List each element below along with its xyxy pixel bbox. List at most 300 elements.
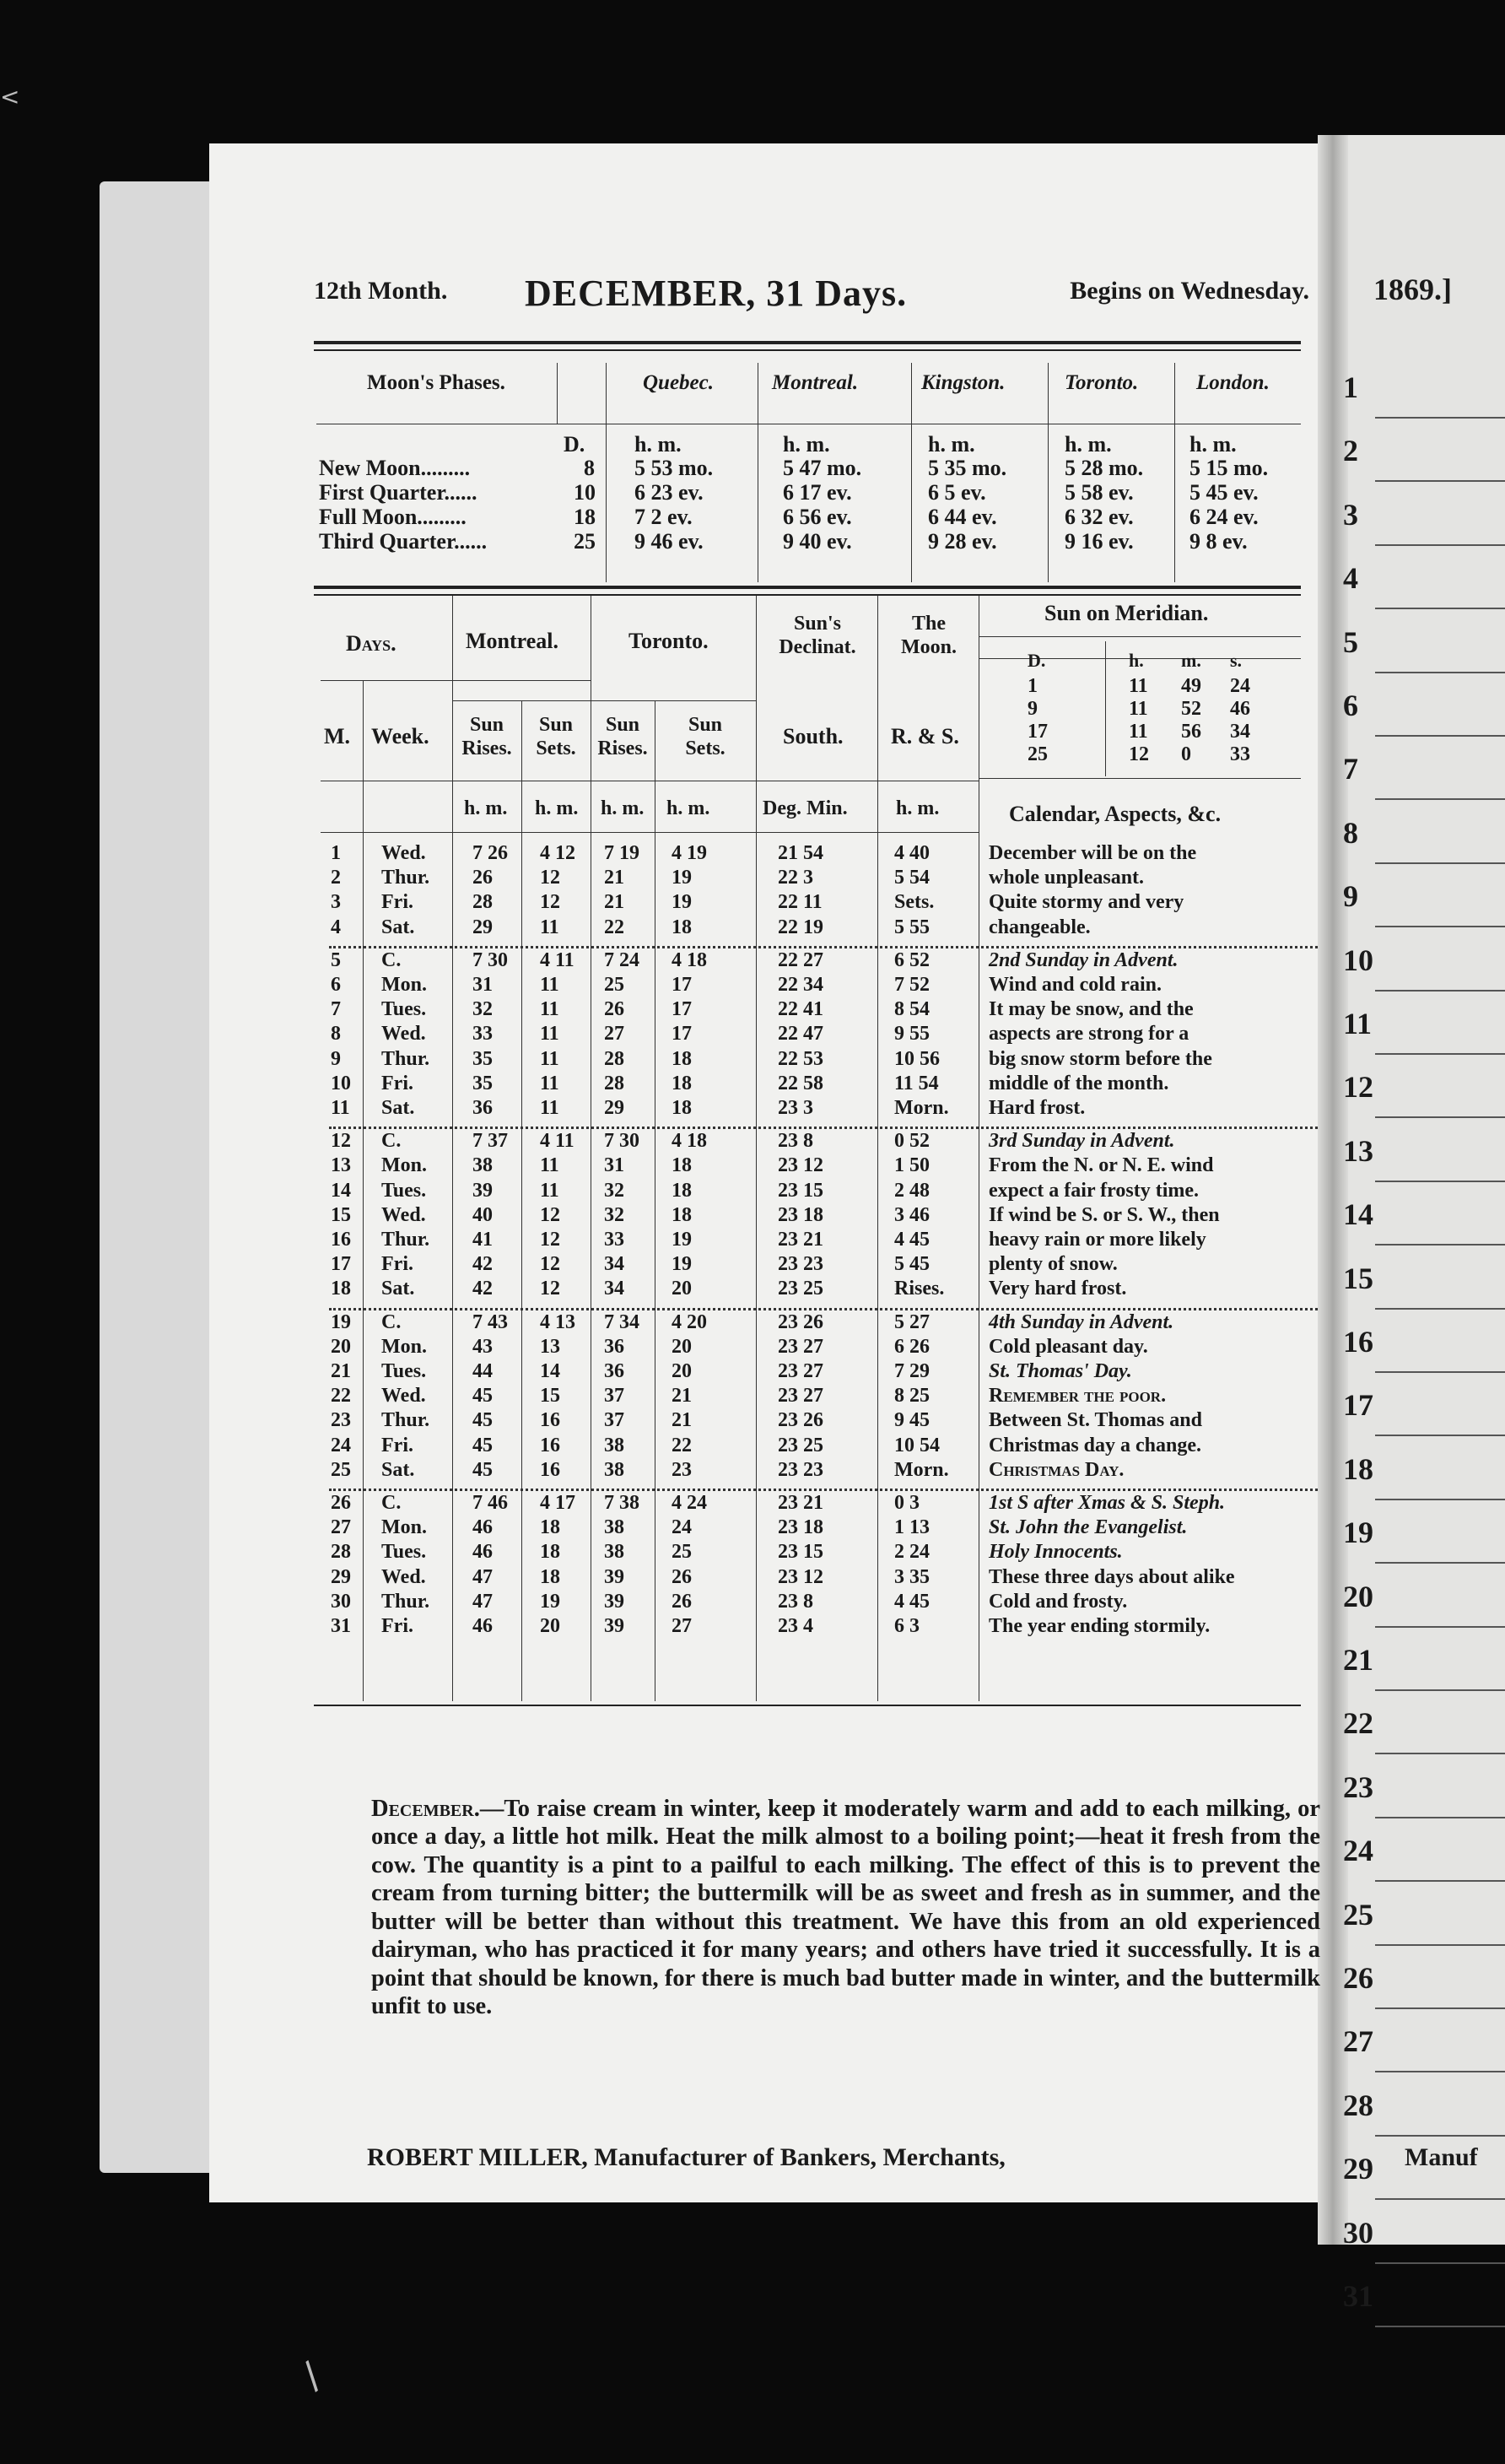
meridian-col-head: s. xyxy=(1230,650,1243,671)
phase-time: 9 8 ev. xyxy=(1189,529,1248,554)
calendar-note: St. John the Evangelist. xyxy=(989,1516,1188,1539)
facing-row-line xyxy=(1375,1880,1505,1882)
declination: 22 58 xyxy=(778,1072,823,1094)
declination: 23 15 xyxy=(778,1179,823,1202)
facing-day-number: 25 xyxy=(1343,1897,1373,1932)
day-number: 15 xyxy=(331,1203,351,1226)
day-number: 12 xyxy=(331,1130,351,1153)
calendar-note: Remember the poor. xyxy=(989,1385,1167,1408)
city-montreal: Montreal. xyxy=(772,371,859,394)
toronto-sets: 23 xyxy=(672,1458,692,1481)
calendar-note: From the N. or N. E. wind xyxy=(989,1154,1214,1177)
toronto-rises: 38 xyxy=(604,1516,624,1539)
facing-day-number: 12 xyxy=(1343,1070,1373,1105)
header-rule xyxy=(314,341,1301,351)
montreal-sets: 11 xyxy=(540,1097,559,1119)
toronto-rises: 28 xyxy=(604,1072,624,1094)
toronto-rises: 38 xyxy=(604,1458,624,1481)
montreal-sets: 14 xyxy=(540,1360,560,1382)
calendar-note: Between St. Thomas and xyxy=(989,1409,1202,1432)
facing-day-number: 21 xyxy=(1343,1643,1373,1677)
declination: 23 27 xyxy=(778,1335,823,1358)
declination: 22 41 xyxy=(778,998,823,1021)
toronto-sets: 17 xyxy=(672,1023,692,1046)
weekday: Mon. xyxy=(381,974,427,996)
facing-day-number: 18 xyxy=(1343,1451,1373,1486)
table-row xyxy=(331,1099,1326,1118)
moon-rs: 4 40 xyxy=(894,842,930,864)
declination: 21 54 xyxy=(778,842,823,864)
toronto-sets: 18 xyxy=(672,1072,692,1094)
facing-row-line xyxy=(1375,862,1505,864)
facing-day-number: 4 xyxy=(1343,561,1358,596)
weekday: Fri. xyxy=(381,891,413,914)
moon-rs: 10 54 xyxy=(894,1434,940,1456)
meridian-cell: 34 xyxy=(1230,721,1250,743)
facing-day-number: 9 xyxy=(1343,879,1358,914)
toronto-sets: 17 xyxy=(672,974,692,996)
meridian-cell: 1 xyxy=(1028,675,1038,697)
day-number: 11 xyxy=(331,1097,350,1119)
col-montreal-sets-l2: Sets. xyxy=(536,738,576,759)
moon-rs: 1 50 xyxy=(894,1154,930,1177)
table-row xyxy=(331,844,1326,863)
montreal-sets: 16 xyxy=(540,1458,560,1481)
toronto-sets: 18 xyxy=(672,916,692,938)
toronto-sets: 20 xyxy=(672,1278,692,1300)
weekday: C. xyxy=(381,948,402,971)
day-number: 20 xyxy=(331,1335,351,1358)
toronto-sets: 18 xyxy=(672,1047,692,1070)
montreal-rises: 44 xyxy=(472,1360,493,1382)
declination: 23 26 xyxy=(778,1409,823,1432)
row-separator xyxy=(329,1489,1318,1491)
phase-day: 18 xyxy=(574,505,596,529)
facing-row-line xyxy=(1375,1753,1505,1754)
section-rule xyxy=(314,586,1301,596)
declination: 23 21 xyxy=(778,1229,823,1251)
facing-row-line xyxy=(1375,1562,1505,1564)
meridian-cell: 25 xyxy=(1028,743,1048,765)
montreal-rises: 7 37 xyxy=(472,1130,508,1153)
facing-day-number: 8 xyxy=(1343,815,1358,850)
col-montreal-rises xyxy=(452,713,521,760)
weekday: Thur. xyxy=(381,1590,430,1613)
meridian-cell: 11 xyxy=(1129,675,1148,697)
facing-row-line xyxy=(1375,990,1505,992)
day-number: 10 xyxy=(331,1072,351,1094)
toronto-rises: 7 24 xyxy=(604,948,639,971)
row-separator xyxy=(329,1127,1318,1129)
col-toronto-rises xyxy=(591,713,655,760)
weekday: Mon. xyxy=(381,1154,427,1177)
toronto-sets: 26 xyxy=(672,1590,692,1613)
facing-row-line xyxy=(1375,1244,1505,1246)
meridian-cell: 56 xyxy=(1181,721,1201,743)
facing-row-line xyxy=(1375,608,1505,609)
toronto-rises: 34 xyxy=(604,1278,624,1300)
unit-degmin: Deg. Min. xyxy=(763,797,848,819)
city-toronto: Toronto. xyxy=(1065,371,1139,394)
phase-time: 6 56 ev. xyxy=(783,505,852,529)
montreal-rises: 7 43 xyxy=(472,1310,508,1333)
row-separator xyxy=(329,1308,1318,1310)
toronto-sets: 27 xyxy=(672,1615,692,1637)
table-row xyxy=(331,1362,1326,1381)
declination: 23 15 xyxy=(778,1541,823,1564)
table-row xyxy=(331,1411,1326,1430)
montreal-rises: 26 xyxy=(472,867,493,889)
montreal-sets: 18 xyxy=(540,1516,560,1539)
corner-mark-glyph: < xyxy=(0,83,20,111)
moon-rs: 2 48 xyxy=(894,1179,930,1202)
toronto-rises: 33 xyxy=(604,1229,624,1251)
declination: 23 8 xyxy=(778,1130,813,1153)
table-row xyxy=(331,893,1326,912)
day-number: 31 xyxy=(331,1615,351,1637)
moon-rs: 4 45 xyxy=(894,1229,930,1251)
moon-heading xyxy=(879,612,979,659)
toronto-rises: 29 xyxy=(604,1097,624,1119)
montreal-sets: 4 13 xyxy=(540,1310,575,1333)
weekday: Wed. xyxy=(381,1385,426,1408)
day-number: 7 xyxy=(331,998,341,1021)
day-number: 4 xyxy=(331,916,341,938)
toronto-rises: 34 xyxy=(604,1253,624,1276)
moon-rs: 8 25 xyxy=(894,1385,930,1408)
calendar-note: Cold pleasant day. xyxy=(989,1335,1148,1358)
col-toronto-sets xyxy=(655,713,756,760)
phase-day: 10 xyxy=(574,480,596,505)
facing-row-line xyxy=(1375,417,1505,419)
calendar-note: aspects are strong for a xyxy=(989,1023,1189,1046)
toronto-rises: 36 xyxy=(604,1360,624,1382)
page-header xyxy=(314,272,1309,314)
phase-time: 5 28 mo. xyxy=(1065,456,1144,480)
calendar-note: Christmas Day. xyxy=(989,1458,1125,1481)
facing-day-number: 24 xyxy=(1343,1834,1373,1868)
declination: 23 21 xyxy=(778,1492,823,1514)
toronto-rises: 22 xyxy=(604,916,624,938)
col-week: Week. xyxy=(371,724,429,748)
toronto-rises: 39 xyxy=(604,1590,624,1613)
facing-row-line xyxy=(1375,2071,1505,2072)
table-row xyxy=(331,948,1326,971)
phases-vline xyxy=(911,363,912,582)
row-separator xyxy=(329,946,1318,948)
montreal-sets: 18 xyxy=(540,1565,560,1588)
weekday: Thur. xyxy=(381,1409,430,1432)
facing-row-line xyxy=(1375,735,1505,737)
calendar-note: big snow storm before the xyxy=(989,1047,1212,1070)
phase-name: First Quarter...... xyxy=(319,480,477,505)
montreal-rises: 35 xyxy=(472,1047,493,1070)
phases-hm-head: h. m. xyxy=(634,432,682,457)
montreal-rises: 7 26 xyxy=(472,842,508,864)
montreal-rises: 46 xyxy=(472,1615,493,1637)
facing-row-line xyxy=(1375,798,1505,800)
moon-heading-l2: Moon. xyxy=(901,636,957,658)
day-number: 29 xyxy=(331,1565,351,1588)
day-number: 5 xyxy=(331,948,341,971)
weekday: Sat. xyxy=(381,916,415,938)
table-row xyxy=(331,1592,1326,1612)
calendar-note: Cold and frosty. xyxy=(989,1590,1128,1613)
montreal-heading: Montreal. xyxy=(466,629,558,653)
phases-hm-head: h. m. xyxy=(928,432,975,457)
toronto-sets: 19 xyxy=(672,891,692,914)
calendar-note: changeable. xyxy=(989,916,1091,938)
calendar-note: middle of the month. xyxy=(989,1072,1169,1094)
calendar-note: Wind and cold rain. xyxy=(989,974,1162,996)
declination-heading xyxy=(758,612,877,659)
day-number: 1 xyxy=(331,842,341,864)
montreal-sets: 11 xyxy=(540,1154,559,1177)
toronto-rises: 21 xyxy=(604,867,624,889)
weekday: Thur. xyxy=(381,1047,430,1070)
phase-day: 8 xyxy=(584,456,595,480)
toronto-rises: 38 xyxy=(604,1541,624,1564)
calendar-note: Holy Innocents. xyxy=(989,1541,1123,1564)
montreal-sets: 20 xyxy=(540,1615,560,1637)
declination: 22 34 xyxy=(778,974,823,996)
facing-row-line xyxy=(1375,2262,1505,2264)
montreal-sets: 11 xyxy=(540,1072,559,1094)
begins-label: Begins on Wednesday. xyxy=(1070,277,1309,305)
toronto-sets: 20 xyxy=(672,1360,692,1382)
montreal-sets: 19 xyxy=(540,1590,560,1613)
calendar-note: 2nd Sunday in Advent. xyxy=(989,948,1179,971)
facing-day-number: 29 xyxy=(1343,2152,1373,2186)
meridian-cell: 24 xyxy=(1230,675,1250,697)
day-number: 17 xyxy=(331,1253,351,1276)
facing-day-number: 20 xyxy=(1343,1579,1373,1613)
moon-rs: 2 24 xyxy=(894,1541,930,1564)
moon-rs: 6 26 xyxy=(894,1335,930,1358)
toronto-rises: 7 30 xyxy=(604,1130,639,1153)
montreal-rises: 38 xyxy=(472,1154,493,1177)
phase-time: 6 17 ev. xyxy=(783,480,852,505)
facing-row-line xyxy=(1375,1689,1505,1691)
toronto-sets: 20 xyxy=(672,1335,692,1358)
declination: 23 8 xyxy=(778,1590,813,1613)
meridian-col-head: D. xyxy=(1028,650,1046,671)
dairy-note-paragraph xyxy=(371,1795,1320,2021)
phase-time: 5 35 mo. xyxy=(928,456,1007,480)
table-row xyxy=(331,1047,1326,1070)
facing-day-number: 3 xyxy=(1343,497,1358,532)
table-hline xyxy=(452,700,756,701)
day-number: 2 xyxy=(331,867,341,889)
calendar-note: St. Thomas' Day. xyxy=(989,1360,1132,1382)
toronto-sets: 24 xyxy=(672,1516,692,1539)
calendar-note: plenty of snow. xyxy=(989,1253,1118,1276)
montreal-sets: 11 xyxy=(540,998,559,1021)
col-montreal-sets-l1: Sun xyxy=(538,714,574,736)
facing-row-line xyxy=(1375,1053,1505,1055)
montreal-rises: 33 xyxy=(472,1023,493,1046)
montreal-rises: 45 xyxy=(472,1385,493,1408)
phase-time: 6 24 ev. xyxy=(1189,505,1259,529)
days-heading: Days. xyxy=(346,631,396,656)
toronto-rises: 7 34 xyxy=(604,1310,639,1333)
montreal-rises: 43 xyxy=(472,1335,493,1358)
montreal-rises: 31 xyxy=(472,974,493,996)
city-kingston: Kingston. xyxy=(921,371,1006,394)
weekday: Wed. xyxy=(381,1565,426,1588)
table-row xyxy=(331,1203,1326,1226)
facing-day-number: 2 xyxy=(1343,434,1358,468)
weekday: Tues. xyxy=(381,1541,427,1564)
moon-phases-heading: Moon's Phases. xyxy=(367,371,505,394)
facing-day-number: 31 xyxy=(1343,2279,1373,2313)
table-row xyxy=(331,1337,1326,1357)
toronto-sets: 19 xyxy=(672,1229,692,1251)
facing-day-number: 28 xyxy=(1343,2088,1373,2122)
montreal-sets: 4 17 xyxy=(540,1492,575,1514)
montreal-sets: 4 11 xyxy=(540,1130,574,1153)
toronto-sets: 26 xyxy=(672,1565,692,1588)
facing-year: 1869.] xyxy=(1373,273,1452,306)
declination: 22 3 xyxy=(778,867,813,889)
montreal-sets: 16 xyxy=(540,1409,560,1432)
table-row xyxy=(331,1156,1326,1175)
phase-time: 9 16 ev. xyxy=(1065,529,1134,554)
phase-name: Full Moon......... xyxy=(319,505,467,529)
declination: 23 23 xyxy=(778,1458,823,1481)
advertiser-footer: ROBERT MILLER, Manufacturer of Bankers, Merchants, xyxy=(367,2143,1006,2171)
table-hline xyxy=(321,680,591,681)
table-row xyxy=(331,1458,1326,1481)
calendar-note: 4th Sunday in Advent. xyxy=(989,1310,1174,1333)
facing-row-line xyxy=(1375,1435,1505,1436)
montreal-rises: 36 xyxy=(472,1097,493,1119)
table-hline xyxy=(979,636,1301,637)
calendar-note: December will be on the xyxy=(989,842,1197,864)
montreal-sets: 12 xyxy=(540,1229,560,1251)
montreal-sets: 12 xyxy=(540,1253,560,1276)
toronto-sets: 4 19 xyxy=(672,842,707,864)
weekday: Fri. xyxy=(381,1615,413,1637)
facing-day-number: 23 xyxy=(1343,1770,1373,1804)
calendar-note: Very hard frost. xyxy=(989,1278,1127,1300)
col-south: South. xyxy=(783,724,844,748)
facing-day-number: 5 xyxy=(1343,624,1358,659)
declination: 23 3 xyxy=(778,1097,813,1119)
day-number: 16 xyxy=(331,1229,351,1251)
facing-row-line xyxy=(1375,2198,1505,2200)
phase-time: 9 28 ev. xyxy=(928,529,997,554)
facing-day-number: 14 xyxy=(1343,1197,1373,1232)
facing-row-line xyxy=(1375,1944,1505,1946)
facing-footer: Manuf xyxy=(1405,2143,1478,2171)
facing-row-line xyxy=(1375,1371,1505,1373)
facing-day-number: 15 xyxy=(1343,1261,1373,1295)
toronto-sets: 22 xyxy=(672,1434,692,1456)
declination: 22 19 xyxy=(778,916,823,938)
declination-heading-l1: Sun's xyxy=(793,613,842,635)
montreal-rises: 45 xyxy=(472,1434,493,1456)
table-row xyxy=(331,1181,1326,1201)
table-row xyxy=(331,1386,1326,1406)
declination: 22 27 xyxy=(778,948,823,971)
declination: 22 47 xyxy=(778,1023,823,1046)
toronto-sets: 4 24 xyxy=(672,1492,707,1514)
montreal-sets: 11 xyxy=(540,1023,559,1046)
montreal-rises: 39 xyxy=(472,1179,493,1202)
toronto-rises: 39 xyxy=(604,1615,624,1637)
meridian-cell: 52 xyxy=(1181,698,1201,720)
moon-rs: 5 27 xyxy=(894,1310,930,1333)
calendar-note: Hard frost. xyxy=(989,1097,1086,1119)
day-number: 23 xyxy=(331,1409,351,1432)
toronto-sets: 18 xyxy=(672,1179,692,1202)
declination: 23 18 xyxy=(778,1516,823,1539)
declination-heading-l2: Declinat. xyxy=(779,636,856,658)
weekday: Fri. xyxy=(381,1253,413,1276)
facing-row-line xyxy=(1375,1499,1505,1500)
table-hline xyxy=(321,832,979,833)
toronto-rises: 7 19 xyxy=(604,842,639,864)
toronto-rises: 31 xyxy=(604,1154,624,1177)
phases-day-head: D. xyxy=(564,432,585,457)
month-label: 12th Month. xyxy=(314,277,448,305)
facing-row-line xyxy=(1375,2326,1505,2327)
moon-rs: 6 3 xyxy=(894,1615,920,1637)
toronto-rises: 26 xyxy=(604,998,624,1021)
weekday: Tues. xyxy=(381,998,427,1021)
weekday: Fri. xyxy=(381,1434,413,1456)
weekday: Sat. xyxy=(381,1458,415,1481)
moon-rs: 5 54 xyxy=(894,867,930,889)
day-number: 18 xyxy=(331,1278,351,1300)
moon-rs: 11 54 xyxy=(894,1072,939,1094)
table-row xyxy=(331,1310,1326,1333)
montreal-rises: 47 xyxy=(472,1565,493,1588)
toronto-rises: 7 38 xyxy=(604,1492,639,1514)
weekday: Sat. xyxy=(381,1097,415,1119)
toronto-rises: 27 xyxy=(604,1023,624,1046)
meridian-cell: 12 xyxy=(1129,743,1149,765)
moon-rs: 9 45 xyxy=(894,1409,930,1432)
table-hline xyxy=(979,778,1301,779)
montreal-rises: 7 30 xyxy=(472,948,508,971)
montreal-rises: 45 xyxy=(472,1458,493,1481)
facing-row-line xyxy=(1375,1181,1505,1182)
day-number: 13 xyxy=(331,1154,351,1177)
montreal-rises: 32 xyxy=(472,998,493,1021)
weekday: Mon. xyxy=(381,1516,427,1539)
declination: 23 12 xyxy=(778,1565,823,1588)
declination: 23 25 xyxy=(778,1278,823,1300)
facing-day-number: 11 xyxy=(1343,1007,1373,1040)
phase-time: 6 5 ev. xyxy=(928,480,986,505)
facing-row-line xyxy=(1375,1817,1505,1818)
calendar-note: heavy rain or more likely xyxy=(989,1229,1206,1251)
table-bottom-rule xyxy=(314,1705,1301,1706)
phase-time: 9 40 ev. xyxy=(783,529,852,554)
montreal-sets: 11 xyxy=(540,916,559,938)
calendar-note: It may be snow, and the xyxy=(989,998,1194,1021)
meridian-col-head: h. xyxy=(1129,650,1144,671)
paragraph-text: —To raise cream in winter, keep it moderately warm and add to each milking, or once a day, a little hot milk. Heat the milk almost to a boiling point;—heat it fresh from the cow. The quantity is a pint to a pailful to each milking. The effect of this is to prevent the cream from turning bitter; the buttermilk will be as sweet and fresh as in summer, and the butter will be better than without this treatment. We have this from an old experienced dairyman, who has practiced it for many years; and others have tried it successfully. It is a point that should be known, for there is much bad butter made in winter, and the buttermilk unfit to use. xyxy=(371,1795,1320,2019)
moon-heading-l1: The xyxy=(911,613,946,635)
weekday: Wed. xyxy=(381,1023,426,1046)
unit-hm: h. m. xyxy=(896,797,940,819)
phase-time: 6 23 ev. xyxy=(634,480,704,505)
calendar-note: expect a fair frosty time. xyxy=(989,1179,1200,1202)
col-toronto-sets-l1: Sun xyxy=(688,714,723,736)
